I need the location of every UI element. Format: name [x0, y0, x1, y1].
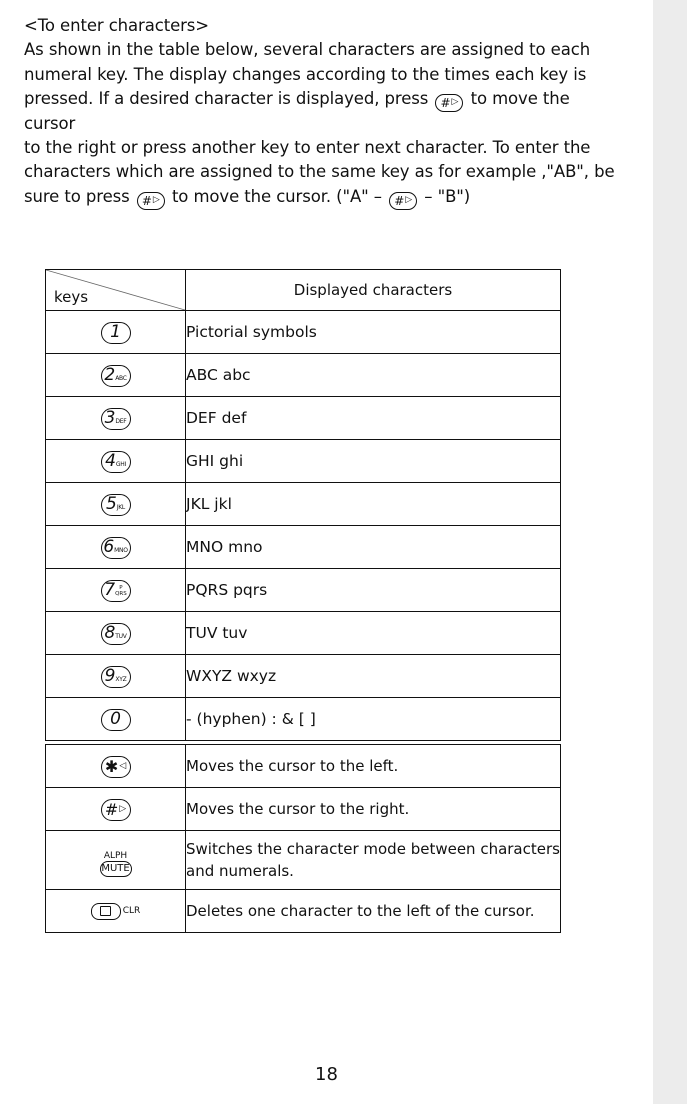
star-key-icon: ✱ ◁	[101, 756, 131, 778]
intro-line-6b: to move the cursor. ("A" –	[171, 186, 382, 206]
table-row	[46, 890, 561, 933]
hash-glyph: #	[440, 95, 451, 110]
key-1-icon: 1	[101, 322, 131, 344]
displayed-header: Displayed characters	[186, 270, 561, 311]
intro-line-6	[24, 185, 624, 210]
key-2-icon: 2 ABC	[101, 365, 131, 387]
row-description: Moves the cursor to the right.	[186, 788, 561, 831]
row-chars: Pictorial symbols	[186, 311, 561, 354]
key-9-icon: 9 XYZ	[101, 666, 131, 688]
keys-header: keys	[54, 288, 89, 306]
intro-line-3	[24, 87, 624, 136]
intro-section	[24, 14, 624, 210]
table-row	[46, 526, 561, 569]
table-row	[46, 569, 561, 612]
key-6-icon: 6 MNO	[101, 537, 131, 559]
key-0-icon: 0	[101, 709, 131, 731]
row-chars: GHI ghi	[186, 440, 561, 483]
table-row	[46, 745, 561, 788]
hash-key-icon: # ▷	[435, 94, 463, 112]
clear-key-icon: CLR	[91, 903, 141, 920]
row-description: Moves the cursor to the left.	[186, 745, 561, 788]
function-key-table	[45, 744, 561, 933]
table-row	[46, 311, 561, 354]
intro-line-6c: – "B")	[424, 186, 471, 206]
row-description: Switches the character mode between characters and numerals.	[186, 831, 561, 890]
table-row	[46, 612, 561, 655]
hash-key-icon: # ▷	[101, 799, 131, 821]
intro-line-5: characters which are assigned to the same key as for example ,"AB", be	[24, 162, 615, 182]
row-chars: ABC abc	[186, 354, 561, 397]
alph-mute-key-icon: ALPH MUTE	[100, 851, 132, 877]
hash-key-icon: # ▷	[389, 192, 417, 210]
intro-line-1: As shown in the table below, several characters are assigned to each	[24, 40, 591, 60]
intro-heading: <To enter characters>	[24, 16, 210, 35]
hash-glyph: #	[141, 193, 152, 208]
table-row	[46, 397, 561, 440]
intro-line-4: to the right or press another key to enter next character. To enter the	[24, 138, 591, 158]
row-chars: MNO mno	[186, 526, 561, 569]
row-chars: WXYZ wxyz	[186, 655, 561, 698]
row-chars: DEF def	[186, 397, 561, 440]
intro-line-3a: pressed. If a desired character is displayed, press	[24, 88, 429, 108]
intro-line-3b: to move the cursor	[24, 88, 570, 133]
row-chars: - (hyphen) : & [ ]	[186, 698, 561, 741]
hash-glyph: #	[394, 193, 405, 208]
keys-header-cell	[46, 270, 186, 311]
table-row	[46, 655, 561, 698]
table-row	[46, 831, 561, 890]
key-4-icon: 4 GHI	[101, 451, 131, 473]
hash-key-icon: # ▷	[137, 192, 165, 210]
row-chars: TUV tuv	[186, 612, 561, 655]
table-row	[46, 788, 561, 831]
intro-line-6a: sure to press	[24, 186, 130, 206]
character-key-table	[45, 269, 561, 741]
key-3-icon: 3 DEF	[101, 408, 131, 430]
table-header-row	[46, 270, 561, 311]
intro-line-2: numeral key. The display changes according to the times each key is	[24, 64, 587, 84]
key-5-icon: 5 JKL	[101, 494, 131, 516]
key-8-icon: 8 TUV	[101, 623, 131, 645]
table-row	[46, 698, 561, 741]
table-row	[46, 440, 561, 483]
row-chars: JKL jkl	[186, 483, 561, 526]
table-row	[46, 354, 561, 397]
key-7-icon: 7 P QRS	[101, 580, 131, 602]
table-row	[46, 483, 561, 526]
row-chars: PQRS pqrs	[186, 569, 561, 612]
page-number: 18	[315, 1064, 338, 1085]
row-description: Deletes one character to the left of the cursor.	[186, 890, 561, 933]
